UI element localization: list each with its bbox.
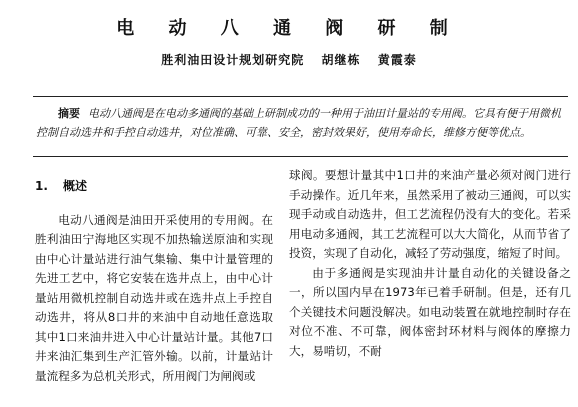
section-heading <box>35 177 273 197</box>
body-paragraph: 电动八通阀是油田开采使用的专用阀。在胜利油田宁海地区实现不加热输送原油和实现由中心计量站进行油气集输、集中计量管理的先进工艺中，将它安装在选井点上，由中心计量站用微机控制自动选井或在选井点上手控自动选井，将从8口井的来油中自动地任意选取其中1口来油井进入中心计量站计量。其他7口井来油汇集到生产汇管外输。以前，计量站计量流程多为总机关形式，所用阀门为闸阀或 <box>35 212 273 383</box>
abstract <box>36 104 564 142</box>
body-paragraph-continued: 球阀。要想计量其中1口井的来油产量必须对阀门进行手动操作。近几年来，虽然采用了被动三通阀，可以实现手动或自动选井，但工艺流程仍没有大的变化。若采用电动多通阀，其工艺流程可以大大简化，从而节省了投资，实现了自动化，减轻了劳动强度，缩短了时间。 <box>289 168 571 260</box>
section-number: 1. <box>35 179 48 193</box>
institution: 胜利油田设计规划研究院 <box>161 53 305 67</box>
left-column <box>35 177 273 386</box>
author-line <box>0 51 578 68</box>
abstract-text: 电动八通阀是在电动多通阀的基础上研制成功的一种用于油田计量站的专用阀。它具有便于用微机控制自动选井和手控自动选井，对位准确、可靠、安全，密封效果好，使用寿命长，维修方便等优点。 <box>36 107 561 139</box>
abstract-top-rule <box>33 96 568 97</box>
paper-title: 电 动 八 通 阀 研 制 <box>116 18 462 39</box>
right-column <box>289 166 571 361</box>
author-name: 黄霞泰 <box>377 53 417 67</box>
abstract-bottom-rule <box>33 156 568 157</box>
section-title: 概述 <box>63 179 88 193</box>
body-paragraph: 由于多通阀是实现油井计量自动化的关键设备之一，所以国内早在1973年已着手研制。但是，还有几个关键技术问题没解决。如电动装置在就地控制时存在对位不准、不可靠，阀体密封环材料与阀体的摩擦力大，易啃切，不耐 <box>289 265 571 358</box>
abstract-label: 摘要 <box>58 107 80 120</box>
author-name: 胡继栋 <box>321 53 361 67</box>
